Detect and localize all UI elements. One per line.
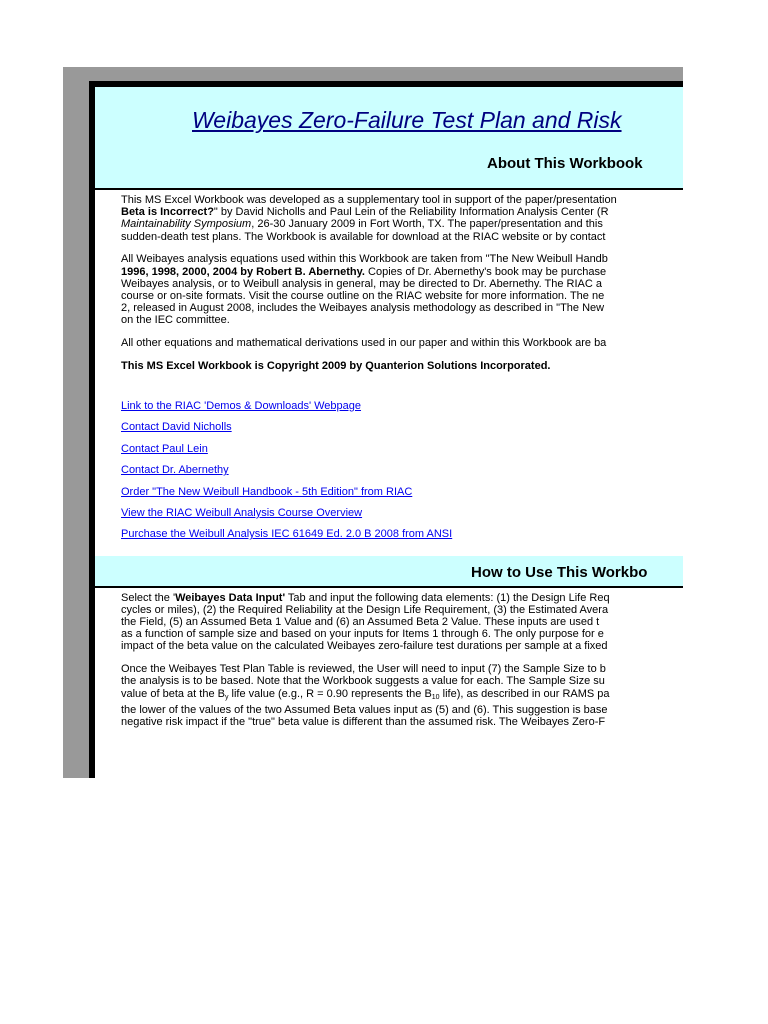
- title-band: [95, 87, 683, 190]
- link-purchase-iec-61649[interactable]: Purchase the Weibull Analysis IEC 61649 Ed. 2.0 B 2008 from ANSI: [121, 528, 453, 541]
- link-contact-david-nicholls[interactable]: Contact David Nicholls: [121, 421, 232, 434]
- about-paragraph-2: All Weibayes analysis equations used within this Workbook are taken from "The New Weibull Handb 1996, 1998, 2000, 2004 by Robert B. Abernethy. Copies of Dr. Abernethy's book may be purchase Weibayes analysis, or to Weibull analysis in general, may be directed to Dr. Abernethy. The RIAC a course or on-site formats. Visit the course outline on the RIAC website for more information. The ne 2, released in August 2008, includes the Weibayes analysis methodology as described in "The New on the IEC committee.: [121, 253, 608, 327]
- link-riac-demos-downloads[interactable]: Link to the RIAC 'Demos & Downloads' Webpage: [121, 399, 362, 412]
- page-title: Weibayes Zero-Failure Test Plan and Risk: [192, 107, 622, 133]
- link-contact-dr-abernethy[interactable]: Contact Dr. Abernethy: [121, 464, 229, 477]
- howto-paragraph-1: Select the 'Weibayes Data Input' Tab and input the following data elements: (1) the Design Life Req cycles or miles), (2) the Required Reliability at the Design Life Requirement, (3) the Estimated Avera the Field, (5) an Assumed Beta 1 Value and (6) an Assumed Beta 2 Value. These inputs are used t as a function of sample size and based on your inputs for Items 1 through 6. The only purpose for e impact of the beta value on the calculated Weibayes zero-failure test durations per sample at a fixed: [121, 591, 610, 653]
- howto-heading: How to Use This Workbo: [471, 563, 648, 581]
- about-paragraph-3: All other equations and mathematical derivations used in our paper and within this Workbook are ba: [121, 337, 607, 350]
- worksheet: [89, 81, 683, 778]
- about-paragraph-1: This MS Excel Workbook was developed as a supplementary tool in support of the paper/presentation Beta is Incorrect?" by David Nicholls and Paul Lein of the Reliability Information Analysis Center (R Maintainability Symposium, 26-30 January 2009 in Fort Worth, TX. The paper/presentation and this sudden-death test plans. The Workbook is available for download at the RIAC website or by contact: [121, 194, 617, 243]
- link-order-weibull-handbook[interactable]: Order "The New Weibull Handbook - 5th Edition" from RIAC: [121, 485, 413, 498]
- about-heading: About This Workbook: [487, 155, 643, 172]
- link-riac-weibull-course[interactable]: View the RIAC Weibull Analysis Course Overview: [121, 506, 363, 519]
- howto-band: [95, 556, 683, 588]
- howto-section: [95, 588, 683, 729]
- about-section: [95, 190, 683, 372]
- links-list: [95, 400, 683, 550]
- link-contact-paul-lein[interactable]: Contact Paul Lein: [121, 442, 208, 455]
- howto-paragraph-2: Once the Weibayes Test Plan Table is reviewed, the User will need to input (7) the Sample Size to b the analysis is to be based. Note that the Workbook suggests a value for each. The Sample Size su value of beta at the $B_y$ life value (e.g., R = 0.90 represents the $B_{10}$ life), as described in our RAMS pa the lower of the values of the two Assumed Beta values input as (5) and (6). This suggestion is base negative risk impact if the "true" beta value is different than the assumed risk. The Weibayes Zero-F: [121, 663, 610, 728]
- spreadsheet-frame: [63, 67, 683, 778]
- copyright-notice: This MS Excel Workbook is Copyright 2009 by Quanterion Solutions Incorporated.: [121, 359, 551, 372]
